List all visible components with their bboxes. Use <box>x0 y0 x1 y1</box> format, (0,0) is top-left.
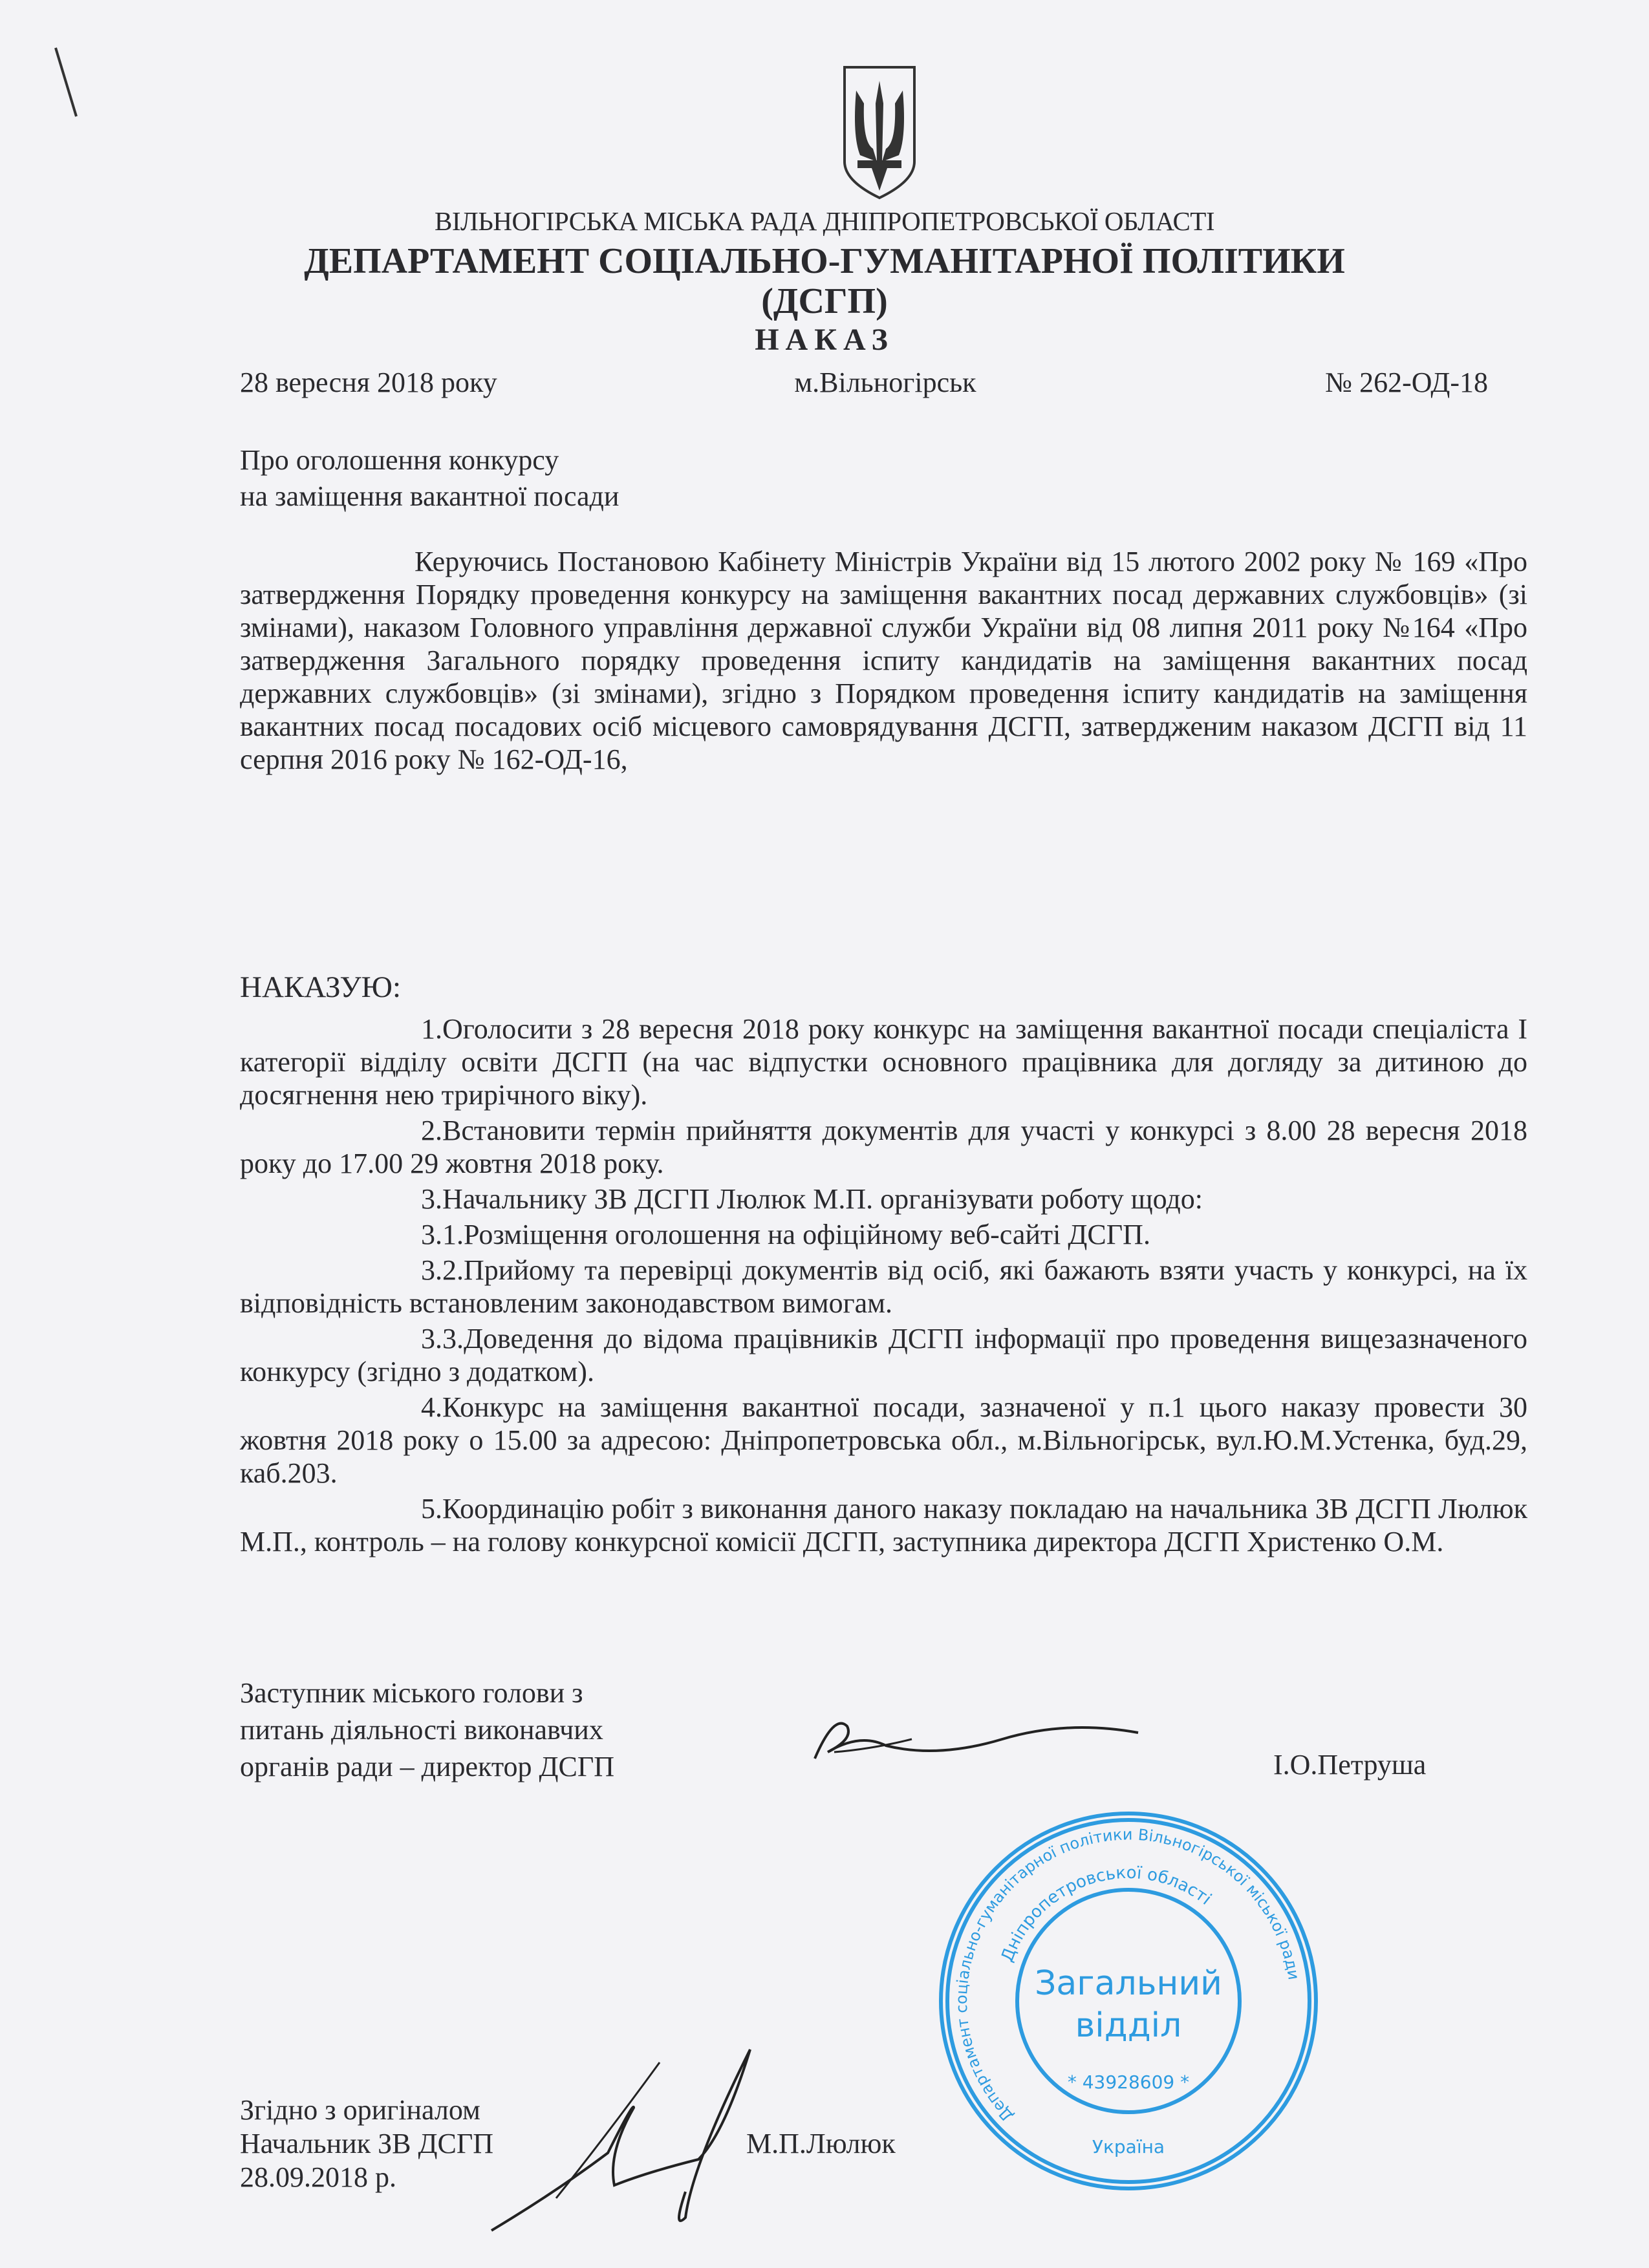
stamp-code: * 43928609 * <box>1067 2071 1190 2093</box>
document-place: м.Вільногірськ <box>794 367 976 398</box>
stamp-center-text: відділ <box>1075 2006 1182 2045</box>
order-item: 5.Координацію робіт з виконання даного наказу покладаю на начальника ЗВ ДСГП Люлюк М.П., контроль – на голову конкурсної комісії ДСГП, заступника директора ДСГП Христенко О.М. <box>240 1493 1527 1557</box>
order-item: 4.Конкурс на заміщення вакантної посади, зазначеної у п.1 цього наказу провести 30 жовтня 2018 року о 15.00 за адресою: Дніпропетровська обл., м.Вільногірськ, вул.Ю.М.Устенка, буд.29, каб.203. <box>240 1391 1527 1489</box>
document-number: № 262-ОД-18 <box>1325 367 1488 398</box>
certifier-name: М.П.Люлюк <box>746 2128 896 2159</box>
stamp-country: Україна <box>1092 2136 1165 2157</box>
council-name: ВІЛЬНОГІРСЬКА МІСЬКА РАДА ДНІПРОПЕТРОВСЬКОЇ ОБЛАСТІ <box>434 206 1214 236</box>
order-item: 3.2.Прийому та перевірці документів від осіб, які бажають взяти участь у конкурсі, на їх відповідність встановленим законодавством вимогам. <box>240 1254 1527 1319</box>
position-line: Заступник міського голови з <box>240 1677 583 1709</box>
order-item: 3.Начальнику ЗВ ДСГП Люлюк М.П. організувати роботу щодо: <box>421 1183 1203 1215</box>
certifier-signature <box>479 2037 802 2243</box>
subject-line: на заміщення вакантної посади <box>240 480 620 512</box>
pen-stroke-mark <box>53 45 79 120</box>
department-name: ДЕПАРТАМЕНТ СОЦІАЛЬНО-ГУМАНІТАРНОЇ ПОЛІТИКИ <box>304 241 1345 281</box>
coat-of-arms-icon <box>841 65 918 200</box>
director-signature <box>808 1687 1145 1778</box>
subject-line: Про оголошення конкурсу <box>240 444 559 476</box>
preamble <box>240 545 1527 776</box>
copy-line: 28.09.2018 р. <box>240 2161 396 2193</box>
copy-certification <box>240 2093 493 2194</box>
document-date: 28 вересня 2018 року <box>240 367 497 398</box>
stamp-center-text: Загальний <box>1035 1964 1222 2003</box>
document-subject <box>240 442 619 515</box>
position-line: питань діяльності виконавчих <box>240 1714 603 1746</box>
order-item: 2.Встановити термін прийняття документів для участі у конкурсі з 8.00 28 вересня 2018 року до 17.00 29 жовтня 2018 року. <box>240 1115 1527 1179</box>
date-place-number-row <box>240 366 1488 399</box>
position-line: органів ради – директор ДСГП <box>240 1751 615 1782</box>
order-item: 3.1.Розміщення оголошення на офіційному веб-сайті ДСГП. <box>421 1219 1150 1250</box>
stamp-inner-text: Дніпропетровської області <box>997 1863 1215 1965</box>
order-item: 3.3.Доведення до відома працівників ДСГП інформації про проведення вищезазначеного конкурсу (згідно з додатком). <box>240 1323 1527 1387</box>
official-stamp <box>938 1810 1319 2192</box>
preamble-text: Керуючись Постановою Кабінету Міністрів України від 15 лютого 2002 року № 169 «Про затвердження Порядку проведення конкурсу на заміщення вакантних посад державних службовців» (зі змінами), наказом Головного управління державної служби України від 08 липня 2011 року №164 «Про затвердження Загального порядку проведення іспиту кандидатів на заміщення вакантних посад державних службовців» (зі змінами), згідно з Порядком проведення іспиту кандидатів на заміщення вакантних посад посадових осіб місцевого самоврядування ДСГП, затвердженим наказом ДСГП від 11 серпня 2016 року № 162-ОД-16, <box>240 546 1527 775</box>
document-type: НАКАЗ <box>755 323 894 357</box>
signatory-name: І.О.Петруша <box>1273 1749 1427 1781</box>
signatory-position <box>240 1674 614 1785</box>
stamp-outer-text: Департамент соціально-гуманітарної політики Вільногірської міської ради <box>952 1825 1303 2126</box>
copy-line: Згідно з оригіналом <box>240 2094 480 2126</box>
copy-line: Начальник ЗВ ДСГП <box>240 2128 494 2159</box>
order-items <box>240 1012 1527 1561</box>
orders-label: НАКАЗУЮ: <box>240 970 402 1004</box>
department-abbr: (ДСГП) <box>761 281 888 321</box>
order-item: 1.Оголосити з 28 вересня 2018 року конкурс на заміщення вакантної посади спеціаліста І категорії відділу освіти ДСГП (на час відпустки основного працівника для догляду за дитиною до досягнення нею трирічного віку). <box>240 1013 1527 1111</box>
